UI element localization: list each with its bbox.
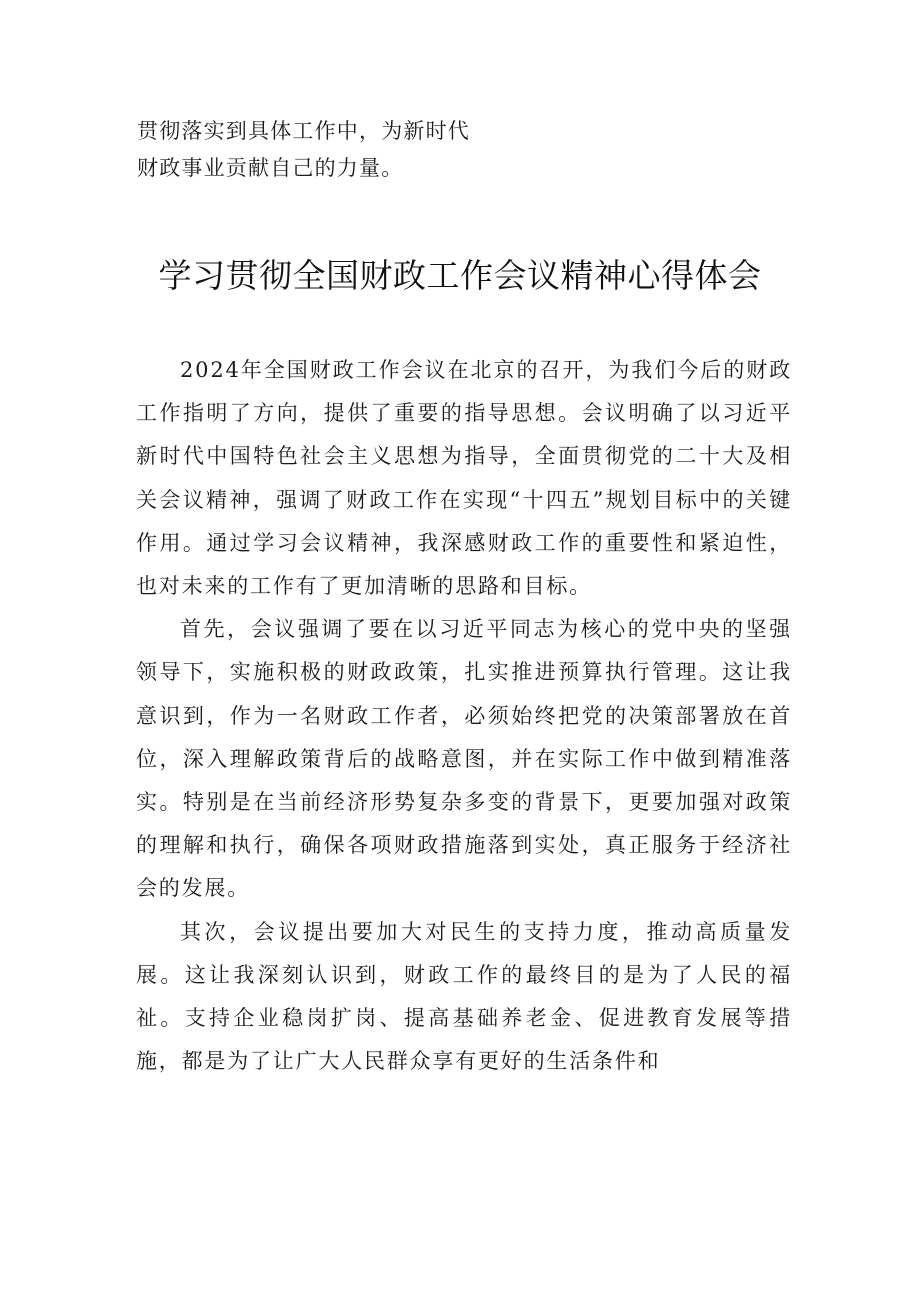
- document-title: 学习贯彻全国财政工作会议精神心得体会: [158, 256, 762, 295]
- paragraph-second: 其次，会议提出要加大对民生的支持力度，推动高质量发展。这让我深刻认识到，财政工作的最终目的是为了人民的福祉。支持企业稳岗扩岗、提高基础养老金、促进教育发展等措施，都是为了让广大人民群众享有更好的生活条件和: [136, 919, 792, 1074]
- paragraph-first: 首先，会议强调了要在以习近平同志为核心的党中央的坚强领导下，实施积极的财政政策，扎实推进预算执行管理。这让我意识到，作为一名财政工作者，必须始终把党的决策部署放在首位，深入理解政策背后的战略意图，并在实际工作中做到精准落实。特别是在当前经济形势复杂多变的背景下，更要加强对政策的理解和执行，确保各项财政措施落到实处，真正服务于经济社会的发展。: [136, 617, 792, 901]
- continuation-line-2: 财政事业贡献自己的力量。: [137, 156, 404, 180]
- document-body: [136, 349, 792, 1083]
- continuation-line-1: 贯彻落实到具体工作中，为新时代: [137, 119, 470, 143]
- paragraph-intro: 2024年全国财政工作会议在北京的召开，为我们今后的财政工作指明了方向，提供了重要的指导思想。会议明确了以习近平新时代中国特色社会主义思想为指导，全面贯彻党的二十大及相关会议精神，强调了财政工作在实现“十四五”规划目标中的关键作用。通过学习会议精神，我深感财政工作的重要性和紧迫性，也对未来的工作有了更加清晰的思路和目标。: [136, 358, 792, 599]
